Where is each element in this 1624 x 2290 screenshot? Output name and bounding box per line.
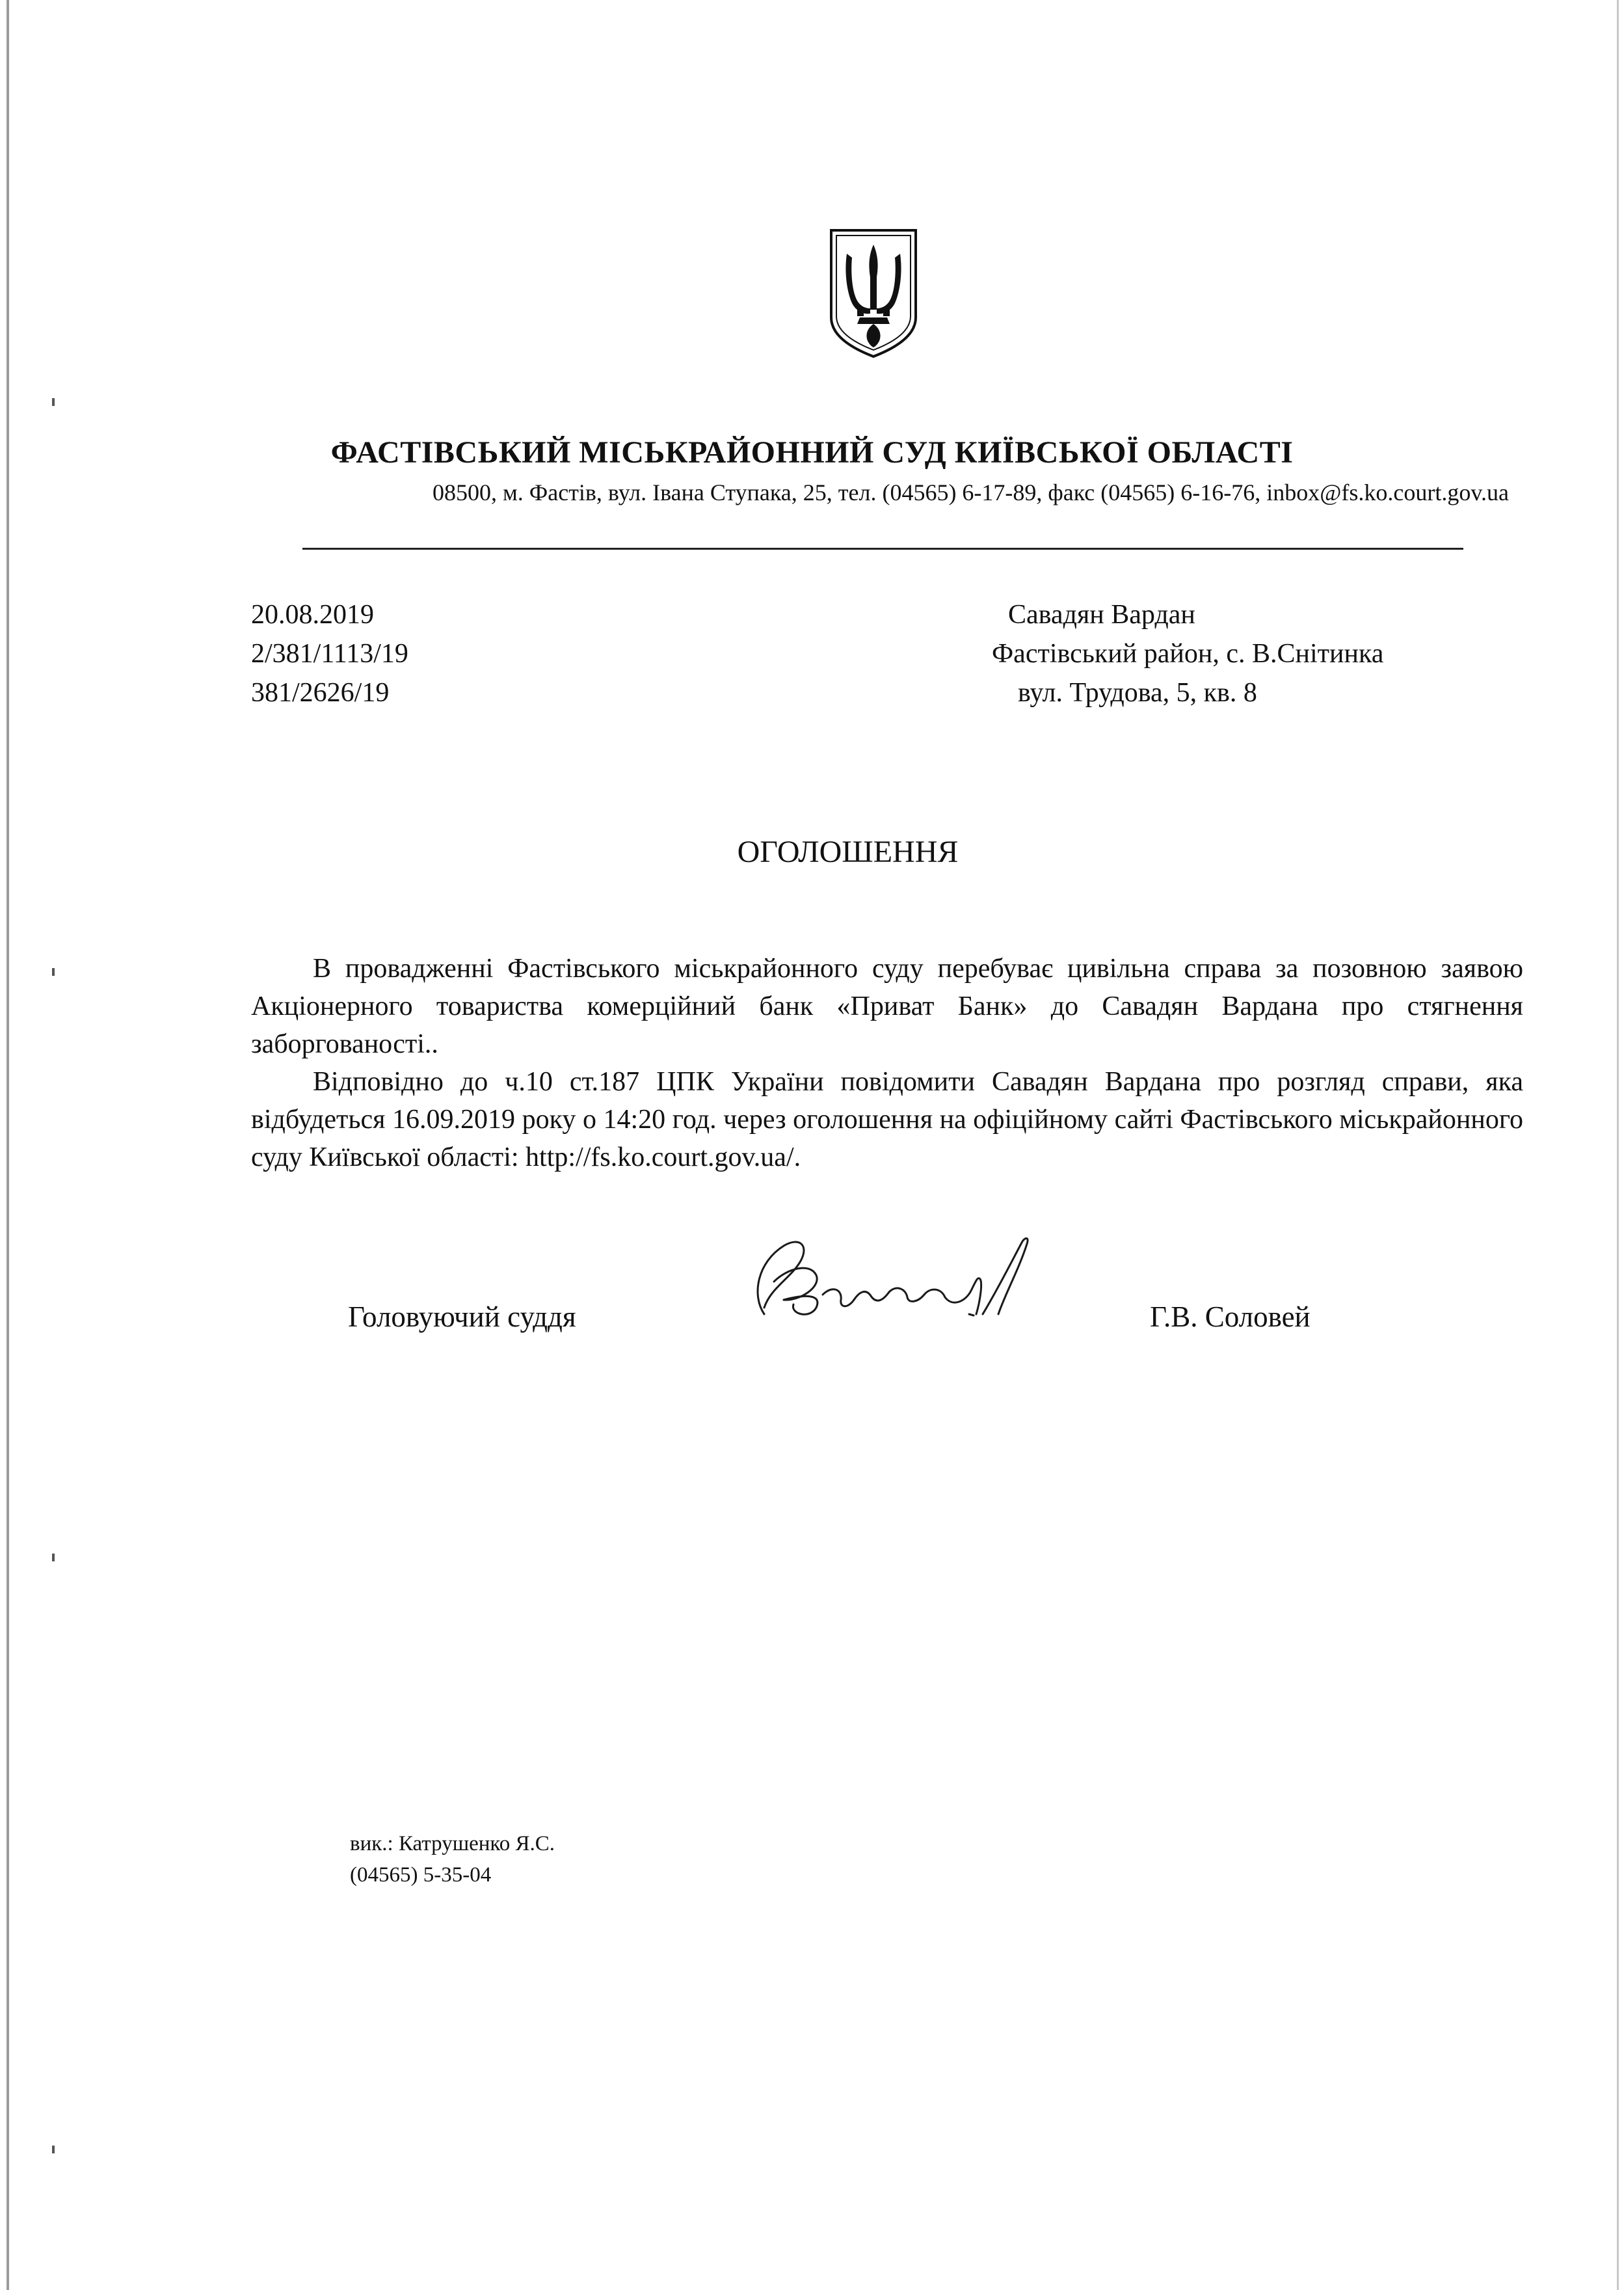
body-paragraph: Відповідно до ч.10 ст.187 ЦПК України повідомити Савадян Вардана про розгляд справи, яка відбудеться 16.09.2019 року о 14:20 год. через оголошення на офіційному сайті Фастівського міськрайонного суду Київської області: http://fs.ko.court.gov.ua/. — [251, 1067, 1523, 1172]
scan-right-edge — [1617, 0, 1619, 2290]
reference-number: 2/381/1113/19 — [251, 639, 408, 669]
scan-left-edge — [7, 0, 9, 2290]
body-paragraph: В провадженні Фастівського міськрайонного суду перебуває цивільна справа за позовною заявою Акціонерного товариства комерційний банк «Приват Банк» до Савадян Вардана про стягнення заборгованості.. — [251, 954, 1523, 1059]
recipient-name: Савадян Вардан — [1008, 600, 1195, 630]
coat-of-arms-icon — [827, 226, 920, 360]
signatory-name: Г.В. Соловей — [1150, 1300, 1311, 1333]
document-date: 20.08.2019 — [251, 600, 374, 630]
scan-speck — [52, 1554, 55, 1561]
scan-speck — [52, 2146, 55, 2153]
signatory-role: Головуючий суддя — [348, 1300, 576, 1333]
executor-name: вик.: Катрушенко Я.С. — [350, 1832, 555, 1855]
recipient-district: Фастівський район, с. В.Снітинка — [992, 639, 1384, 669]
announcement-body — [251, 950, 1523, 1176]
recipient-street: вул. Трудова, 5, кв. 8 — [1018, 678, 1257, 708]
document-meta — [251, 595, 408, 712]
recipient-block — [992, 595, 1383, 712]
header-divider — [302, 548, 1463, 550]
scan-speck — [52, 398, 55, 406]
document-title: ОГОЛОШЕННЯ — [737, 835, 959, 869]
handwritten-signature — [738, 1217, 1037, 1340]
scan-speck — [52, 968, 55, 976]
executor-phone: (04565) 5-35-04 — [350, 1863, 492, 1887]
court-name: ФАСТІВСЬКИЙ МІСЬКРАЙОННИЙ СУД КИЇВСЬКОЇ ОБЛАСТІ — [330, 435, 1294, 470]
executor-block — [350, 1828, 555, 1891]
court-address: 08500, м. Фастів, вул. Івана Ступака, 25, тел. (04565) 6-17-89, факс (04565) 6-16-76, inbox@fs.ko.court.gov.ua — [433, 479, 1509, 505]
case-number: 381/2626/19 — [251, 678, 390, 708]
